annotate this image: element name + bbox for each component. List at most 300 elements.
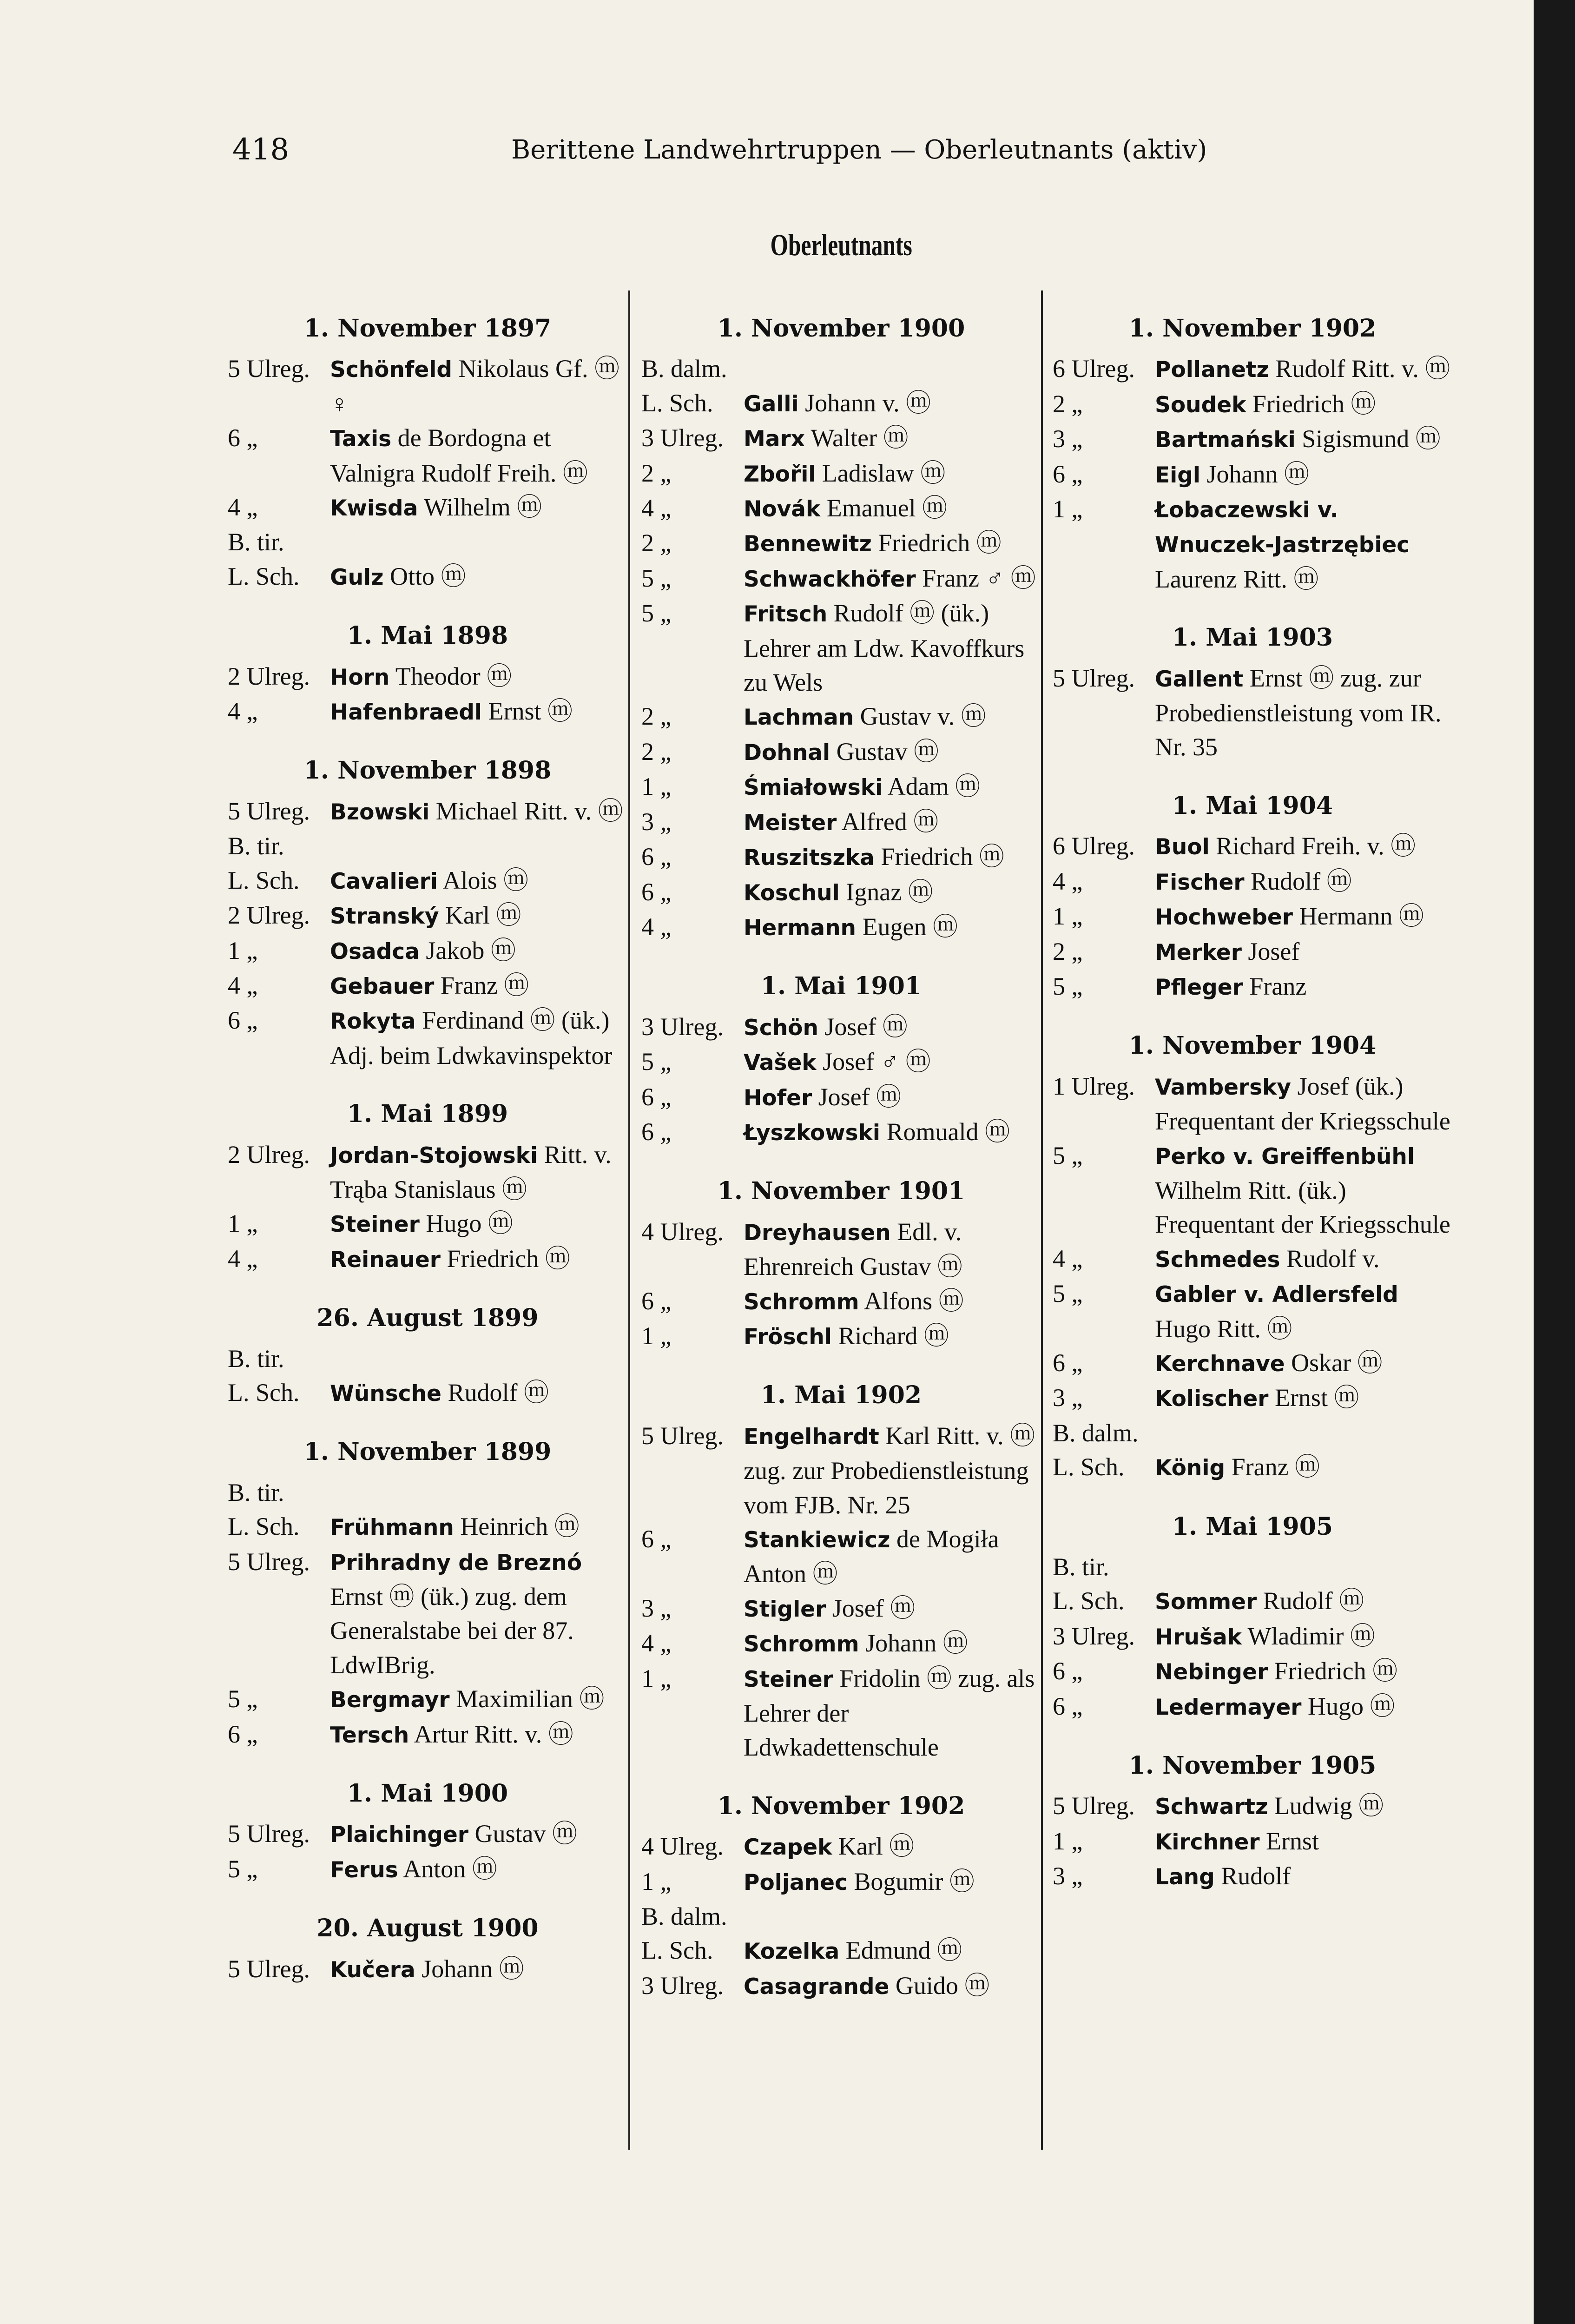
unit-label: L. Sch. bbox=[641, 1936, 713, 1965]
officer-entry bbox=[641, 700, 1041, 734]
promotion-date: 1. Mai 1904 bbox=[1172, 791, 1333, 820]
unit-label: 2 „ bbox=[641, 529, 672, 557]
unit-label: B. dalm. bbox=[641, 1902, 727, 1931]
unit-label: 6 „ bbox=[641, 878, 672, 906]
unit-label: 5 Ulreg. bbox=[228, 797, 310, 825]
officer-details: Laurenz Ritt. ⓜ bbox=[1155, 565, 1319, 593]
officer-details: Rudolf ⓜ (ük.) Lehrer am Ldw. Kavoffkurs zu Wels bbox=[744, 599, 1025, 697]
promotion-date: 1. November 1902 bbox=[717, 1791, 965, 1820]
unit-label: 1 „ bbox=[641, 772, 672, 801]
officer-surname: Hochweber bbox=[1155, 905, 1293, 931]
officer-details: de Mogiła Anton ⓜ bbox=[744, 1525, 999, 1588]
officer-surname: Gulz bbox=[330, 564, 384, 590]
officer-surname: Schwartz bbox=[1155, 1794, 1268, 1820]
officer-details: Richard ⓜ bbox=[838, 1321, 949, 1350]
unit-label: 4 Ulreg. bbox=[641, 1832, 724, 1861]
officer-entry bbox=[228, 1376, 627, 1411]
officer-surname: Novák bbox=[744, 496, 821, 522]
officer-entry bbox=[1053, 935, 1452, 970]
officer-surname: Bzowski bbox=[330, 799, 430, 825]
officer-surname: Pollanetz bbox=[1155, 357, 1269, 383]
officer-surname: Schön bbox=[744, 1015, 818, 1041]
unit-label: 1 „ bbox=[1053, 1827, 1083, 1855]
unit-label: 6 „ bbox=[641, 1287, 672, 1315]
unit-label: 4 Ulreg. bbox=[641, 1217, 724, 1246]
officer-details: Hugo ⓜ bbox=[426, 1209, 513, 1238]
officer-entry bbox=[641, 1662, 1041, 1765]
unit-label: 2 Ulreg. bbox=[228, 662, 310, 690]
officer-entry bbox=[1053, 1242, 1452, 1277]
officer-entry bbox=[641, 735, 1041, 770]
officer-surname: Tersch bbox=[330, 1722, 409, 1748]
officer-details: Josef ♂ ⓜ bbox=[823, 1048, 931, 1076]
officer-details: Adam ⓜ bbox=[887, 772, 981, 801]
officer-surname: Merker bbox=[1155, 939, 1242, 965]
officer-entry bbox=[1053, 661, 1452, 765]
officer-surname: Hofer bbox=[744, 1085, 812, 1111]
officer-entry bbox=[1053, 352, 1452, 387]
officer-surname: Lang bbox=[1155, 1864, 1215, 1890]
section-title: Oberleutnants bbox=[770, 228, 912, 262]
officer-surname: Łobaczewski v. Wnuczek-Jastrzębiec bbox=[1155, 497, 1410, 558]
unit-label: 5 Ulreg. bbox=[641, 1421, 724, 1450]
officer-entry bbox=[228, 1004, 627, 1073]
officer-details: Michael Ritt. v. ⓜ bbox=[435, 797, 623, 825]
promotion-group bbox=[641, 1174, 1041, 1354]
officer-details: Friedrich ⓜ bbox=[878, 529, 1002, 557]
unit-label: 2 „ bbox=[641, 459, 672, 487]
officer-entry bbox=[641, 770, 1041, 805]
unit-label: 5 „ bbox=[641, 599, 672, 627]
unit-label: 6 Ulreg. bbox=[1053, 355, 1135, 383]
officer-surname: Stranský bbox=[330, 904, 439, 930]
column-2 bbox=[641, 311, 1041, 2004]
officer-details: Franz bbox=[1249, 972, 1307, 1000]
column-3 bbox=[1053, 311, 1452, 1895]
officer-entry bbox=[228, 421, 627, 490]
officer-details: Theodor ⓜ bbox=[395, 662, 512, 690]
officer-entry bbox=[641, 1626, 1041, 1661]
officer-surname: Dreyhausen bbox=[744, 1220, 891, 1246]
promotion-group bbox=[228, 1776, 627, 1887]
officer-details: Richard Freih. v. ⓜ bbox=[1216, 832, 1416, 860]
officer-entry bbox=[1053, 865, 1452, 899]
officer-surname: Cavalieri bbox=[330, 868, 438, 894]
unit-label: 2 Ulreg. bbox=[228, 901, 310, 930]
officer-surname: Plaichinger bbox=[330, 1822, 468, 1848]
officer-entry bbox=[641, 526, 1041, 561]
officer-entry bbox=[1053, 1859, 1452, 1894]
officer-entry bbox=[641, 1900, 1041, 1934]
unit-label: 4 „ bbox=[641, 494, 672, 522]
officer-surname: Stankiewicz bbox=[744, 1527, 890, 1553]
officer-entry bbox=[228, 1138, 627, 1207]
officer-details: Gustav ⓜ bbox=[836, 737, 939, 766]
officer-surname: Gabler v. Adlersfeld bbox=[1155, 1282, 1398, 1308]
unit-label: 6 Ulreg. bbox=[1053, 832, 1135, 860]
promotion-group bbox=[1053, 1510, 1452, 1724]
officer-surname: Kwisda bbox=[330, 495, 418, 522]
officer-details: Friedrich ⓜ bbox=[447, 1244, 570, 1273]
officer-details: Ferdinand ⓜ (ük.) Adj. beim Ldwkavinspektor bbox=[330, 1006, 613, 1070]
officer-entry bbox=[228, 1242, 627, 1277]
officer-entry bbox=[641, 1319, 1041, 1354]
officer-entry bbox=[228, 1207, 627, 1241]
unit-label: B. tir. bbox=[228, 1478, 284, 1506]
officer-details: Walter ⓜ bbox=[811, 424, 909, 452]
officer-surname: Horn bbox=[330, 664, 390, 690]
officer-details: Ernst ⓜ (ük.) zug. dem Generalstabe bei der 87. LdwIBrig. bbox=[330, 1583, 574, 1679]
officer-surname: Zbořil bbox=[744, 461, 816, 487]
promotion-date: 1. November 1899 bbox=[303, 1438, 552, 1466]
officer-details: Josef ⓜ bbox=[832, 1594, 916, 1622]
officer-entry bbox=[641, 1522, 1041, 1591]
officer-surname: Perko v. Greiffenbühl bbox=[1155, 1143, 1415, 1169]
promotion-group bbox=[641, 1789, 1041, 2004]
officer-surname: Ferus bbox=[330, 1857, 398, 1883]
unit-label: 6 „ bbox=[641, 1525, 672, 1553]
officer-surname: Osadca bbox=[330, 938, 420, 964]
officer-entry bbox=[1053, 1070, 1452, 1139]
officer-details: Franz ⓜ bbox=[440, 971, 529, 999]
promotion-group bbox=[1053, 789, 1452, 1004]
officer-entry bbox=[641, 421, 1041, 456]
officer-entry bbox=[641, 596, 1041, 700]
officer-details: Alfons ⓜ bbox=[864, 1287, 964, 1315]
officer-details: Karl Ritt. v. ⓜ zug. zur Probedienstleistung vom FJB. Nr. 25 bbox=[744, 1421, 1035, 1519]
unit-label: 6 „ bbox=[1053, 1657, 1083, 1685]
officer-surname: Kolischer bbox=[1155, 1386, 1269, 1412]
officer-details: Fridolin ⓜ zug. als Lehrer der Ldwkadettenschule bbox=[744, 1664, 1035, 1762]
promotion-group bbox=[228, 1097, 627, 1277]
unit-label: 4 „ bbox=[228, 493, 258, 522]
unit-label: 4 „ bbox=[641, 912, 672, 941]
unit-label: 5 Ulreg. bbox=[228, 1820, 310, 1848]
officer-entry bbox=[641, 1284, 1041, 1319]
promotion-date: 1. November 1898 bbox=[303, 756, 552, 785]
officer-details: Josef ⓜ bbox=[818, 1083, 902, 1111]
column-divider-2 bbox=[1041, 290, 1043, 2150]
promotion-group bbox=[228, 311, 627, 594]
officer-surname: Schromm bbox=[744, 1631, 859, 1657]
unit-label: 6 „ bbox=[228, 424, 258, 452]
promotion-group bbox=[641, 969, 1041, 1150]
unit-label: B. tir. bbox=[228, 832, 284, 860]
officer-entry bbox=[228, 1476, 627, 1510]
officer-surname: Kirchner bbox=[1155, 1829, 1260, 1855]
officer-surname: Koschul bbox=[744, 880, 840, 906]
officer-entry bbox=[1053, 422, 1452, 457]
unit-label: B. dalm. bbox=[1053, 1419, 1139, 1447]
officer-entry bbox=[641, 1969, 1041, 2004]
running-title: Berittene Landwehrtruppen — Oberleutnants (aktiv) bbox=[511, 135, 1207, 165]
unit-label: 3 Ulreg. bbox=[641, 1012, 724, 1041]
officer-surname: Rokyta bbox=[330, 1009, 416, 1035]
officer-surname: Schwackhöfer bbox=[744, 566, 916, 592]
unit-label: B. dalm. bbox=[641, 355, 727, 383]
officer-surname: Ledermayer bbox=[1155, 1694, 1302, 1720]
unit-label: 6 „ bbox=[641, 1117, 672, 1146]
officer-entry bbox=[641, 1045, 1041, 1080]
officer-details: Friedrich ⓜ bbox=[1252, 390, 1376, 418]
unit-label: L. Sch. bbox=[228, 866, 300, 894]
promotion-group bbox=[1053, 311, 1452, 596]
promotion-group bbox=[228, 619, 627, 729]
officer-surname: König bbox=[1155, 1455, 1226, 1481]
officer-details: Sigismund ⓜ bbox=[1302, 425, 1441, 453]
promotion-date: 1. Mai 1902 bbox=[760, 1381, 922, 1410]
officer-surname: Lachman bbox=[744, 705, 854, 731]
unit-label: 5 „ bbox=[228, 1685, 258, 1713]
officer-surname: Fritsch bbox=[744, 601, 828, 627]
officer-entry bbox=[1053, 899, 1452, 934]
officer-surname: Schmedes bbox=[1155, 1247, 1280, 1273]
unit-label: 5 „ bbox=[641, 1048, 672, 1076]
unit-label: 1 „ bbox=[1053, 902, 1083, 931]
officer-entry bbox=[1053, 1824, 1452, 1859]
officer-surname: Jordan-Stojowski bbox=[330, 1142, 538, 1169]
officer-entry bbox=[641, 1829, 1041, 1864]
officer-details: Artur Ritt. v. ⓜ bbox=[414, 1720, 573, 1748]
unit-label: 6 „ bbox=[641, 1083, 672, 1111]
unit-label: 6 „ bbox=[641, 843, 672, 871]
officer-details: Johann ⓜ bbox=[865, 1629, 968, 1657]
officer-surname: Bergmayr bbox=[330, 1687, 450, 1713]
officer-details: Romuald ⓜ bbox=[886, 1117, 1010, 1146]
promotion-group bbox=[641, 1378, 1041, 1764]
officer-entry bbox=[228, 490, 627, 525]
officer-surname: Dohnal bbox=[744, 739, 830, 766]
officer-surname: Śmiałowski bbox=[744, 775, 883, 801]
officer-entry bbox=[1053, 1789, 1452, 1824]
officer-entry bbox=[1053, 1690, 1452, 1724]
officer-entry bbox=[1053, 1584, 1452, 1619]
officer-entry bbox=[1053, 1450, 1452, 1485]
officer-details: Jakob ⓜ bbox=[426, 936, 516, 964]
officer-details: Rudolf Ritt. v. ⓜ bbox=[1275, 355, 1450, 383]
promotion-date: 1. Mai 1900 bbox=[347, 1779, 508, 1808]
unit-label: L. Sch. bbox=[1053, 1453, 1125, 1481]
officer-entry bbox=[228, 694, 627, 729]
officer-entry bbox=[228, 829, 627, 863]
unit-label: 3 „ bbox=[1053, 1862, 1083, 1890]
officer-entry bbox=[228, 1952, 627, 1987]
unit-label: 4 „ bbox=[228, 697, 258, 726]
officer-details: Maximilian ⓜ bbox=[456, 1685, 605, 1713]
officer-surname: Ruszitszka bbox=[744, 845, 875, 871]
unit-label: 4 „ bbox=[228, 971, 258, 999]
officer-details: Bogumir ⓜ bbox=[854, 1867, 975, 1895]
officer-details: Anton ⓜ bbox=[403, 1855, 497, 1883]
officer-surname: Bennewitz bbox=[744, 531, 872, 557]
unit-label: 2 „ bbox=[1053, 937, 1083, 965]
officer-details: Johann v. ⓜ bbox=[805, 389, 931, 417]
promotion-date: 1. November 1901 bbox=[717, 1177, 965, 1206]
unit-label: 4 „ bbox=[641, 1629, 672, 1657]
officer-details: Friedrich ⓜ bbox=[1274, 1657, 1398, 1685]
unit-label: B. tir. bbox=[1053, 1553, 1109, 1581]
promotion-group bbox=[228, 1911, 627, 1987]
officer-entry bbox=[1053, 970, 1452, 1004]
officer-entry bbox=[228, 969, 627, 1004]
officer-entry bbox=[1053, 492, 1452, 596]
officer-details: Hugo Ritt. ⓜ bbox=[1155, 1314, 1292, 1343]
officer-surname: Gallent bbox=[1155, 666, 1244, 692]
officer-entry bbox=[228, 352, 627, 421]
officer-details: Ladislaw ⓜ bbox=[822, 459, 946, 487]
officer-details: Johann ⓜ bbox=[1206, 460, 1309, 488]
officer-details: Gustav v. ⓜ bbox=[860, 702, 986, 731]
officer-surname: Kerchnave bbox=[1155, 1351, 1285, 1377]
page-number: 418 bbox=[232, 132, 290, 167]
unit-label: 5 Ulreg. bbox=[1053, 664, 1135, 692]
officer-surname: Meister bbox=[744, 810, 837, 836]
officer-surname: Steiner bbox=[744, 1666, 833, 1692]
officer-entry bbox=[1053, 1139, 1452, 1242]
officer-entry bbox=[1053, 1550, 1452, 1584]
officer-details: Karl ⓜ bbox=[445, 901, 521, 930]
officer-details: Edmund ⓜ bbox=[845, 1936, 962, 1965]
unit-label: 5 „ bbox=[641, 564, 672, 592]
officer-details: Ernst ⓜ bbox=[1274, 1384, 1359, 1412]
unit-label: 1 „ bbox=[228, 1209, 258, 1238]
officer-details: Franz ♂ ⓜ bbox=[922, 564, 1036, 592]
officer-details: Otto ⓜ bbox=[390, 562, 466, 590]
unit-label: 6 „ bbox=[228, 1006, 258, 1035]
officer-details: Rudolf ⓜ bbox=[448, 1378, 549, 1406]
officer-surname: Schromm bbox=[744, 1289, 859, 1315]
officer-details: Rudolf v. bbox=[1286, 1244, 1380, 1273]
officer-details: Oskar ⓜ bbox=[1291, 1348, 1383, 1377]
officer-details: Ignaz ⓜ bbox=[846, 878, 933, 906]
unit-label: 1 „ bbox=[228, 936, 258, 964]
unit-label: 5 „ bbox=[228, 1855, 258, 1883]
unit-label: 4 „ bbox=[1053, 1244, 1083, 1273]
officer-details: Wilhelm Ritt. (ük.) Frequentant der Kriegsschule bbox=[1155, 1176, 1450, 1239]
officer-surname: Eigl bbox=[1155, 462, 1200, 488]
unit-label: 3 „ bbox=[1053, 1384, 1083, 1412]
promotion-date: 1. November 1897 bbox=[303, 314, 552, 343]
promotion-date: 1. Mai 1899 bbox=[347, 1100, 508, 1129]
officer-entry bbox=[1053, 387, 1452, 422]
officer-details: Josef (ük.) Frequentant der Kriegsschule bbox=[1155, 1072, 1450, 1136]
unit-label: 1 Ulreg. bbox=[1053, 1072, 1135, 1100]
officer-surname: Prihradny de Breznó bbox=[330, 1550, 582, 1576]
officer-surname: Frühmann bbox=[330, 1515, 454, 1541]
promotion-group bbox=[641, 311, 1041, 945]
officer-entry bbox=[228, 1545, 627, 1683]
officer-surname: Casagrande bbox=[744, 1974, 890, 2000]
officer-surname: Pfleger bbox=[1155, 974, 1243, 1000]
officer-entry bbox=[228, 525, 627, 559]
officer-entry bbox=[641, 1591, 1041, 1626]
officer-entry bbox=[641, 561, 1041, 596]
officer-details: Rudolf ⓜ bbox=[1263, 1587, 1364, 1615]
unit-label: 6 „ bbox=[1053, 1692, 1083, 1720]
officer-surname: Fröschl bbox=[744, 1324, 832, 1350]
unit-label: 2 Ulreg. bbox=[228, 1140, 310, 1169]
officer-entry bbox=[641, 1010, 1041, 1045]
officer-surname: Taxis bbox=[330, 426, 392, 452]
officer-entry bbox=[641, 1215, 1041, 1284]
officer-surname: Reinauer bbox=[330, 1247, 441, 1273]
officer-surname: Schönfeld bbox=[330, 357, 452, 383]
officer-entry bbox=[1053, 829, 1452, 864]
officer-surname: Fischer bbox=[1155, 869, 1245, 895]
officer-entry bbox=[641, 456, 1041, 491]
promotion-date: 1. November 1905 bbox=[1128, 1751, 1377, 1780]
officer-surname: Buol bbox=[1155, 834, 1210, 860]
unit-label: L. Sch. bbox=[228, 562, 300, 590]
unit-label: L. Sch. bbox=[228, 1512, 300, 1541]
unit-label: 3 Ulreg. bbox=[1053, 1622, 1135, 1650]
officer-details: Friedrich ⓜ bbox=[881, 843, 1004, 871]
officer-details: Gustav ⓜ bbox=[474, 1820, 577, 1848]
officer-entry bbox=[641, 1419, 1041, 1522]
officer-surname: Hafenbraedl bbox=[330, 700, 482, 726]
officer-surname: Vašek bbox=[744, 1050, 817, 1076]
officer-entry bbox=[228, 794, 627, 829]
promotion-date: 1. Mai 1905 bbox=[1172, 1512, 1333, 1541]
officer-details: Josef bbox=[1248, 937, 1300, 965]
officer-entry bbox=[641, 1934, 1041, 1968]
officer-details: Wladimir ⓜ bbox=[1247, 1622, 1375, 1650]
promotion-group bbox=[228, 753, 627, 1073]
unit-label: 1 „ bbox=[641, 1867, 672, 1895]
promotion-group bbox=[1053, 621, 1452, 765]
unit-label: 1 „ bbox=[641, 1664, 672, 1692]
officer-entry bbox=[228, 1817, 627, 1852]
unit-label: 2 „ bbox=[641, 702, 672, 731]
officer-surname: Galli bbox=[744, 391, 799, 417]
officer-details: Ernst bbox=[1266, 1827, 1319, 1855]
officer-surname: Soudek bbox=[1155, 392, 1246, 418]
officer-details: Rudolf ⓜ bbox=[1251, 867, 1352, 895]
officer-surname: Steiner bbox=[330, 1212, 420, 1238]
promotion-group bbox=[1053, 1749, 1452, 1895]
officer-details: Johann ⓜ bbox=[422, 1954, 524, 1983]
unit-label: 3 Ulreg. bbox=[641, 424, 724, 452]
unit-label: 1 „ bbox=[641, 1321, 672, 1350]
column-divider-1 bbox=[628, 290, 630, 2150]
unit-label: 5 Ulreg. bbox=[228, 1954, 310, 1983]
officer-surname: Hermann bbox=[744, 915, 856, 941]
promotion-date: 1. November 1900 bbox=[717, 314, 965, 343]
officer-details: Edl. v. Ehrenreich Gustav ⓜ bbox=[744, 1217, 962, 1281]
officer-entry bbox=[641, 910, 1041, 945]
officer-details: Guido ⓜ bbox=[895, 1971, 990, 2000]
promotion-date: 20. August 1900 bbox=[316, 1914, 539, 1943]
officer-surname: Łyszkowski bbox=[744, 1120, 881, 1146]
unit-label: 3 „ bbox=[641, 807, 672, 836]
officer-surname: Kučera bbox=[330, 1957, 415, 1983]
officer-entry bbox=[1053, 1619, 1452, 1654]
officer-details: Nikolaus Gf. ⓜ ♀ bbox=[330, 355, 619, 418]
unit-label: L. Sch. bbox=[641, 389, 713, 417]
officer-surname: Wünsche bbox=[330, 1380, 442, 1406]
unit-label: 1 „ bbox=[1053, 495, 1083, 523]
unit-label: 5 Ulreg. bbox=[228, 1547, 310, 1576]
officer-details: Karl ⓜ bbox=[838, 1832, 915, 1861]
officer-entry bbox=[641, 1080, 1041, 1115]
unit-label: 5 „ bbox=[1053, 972, 1083, 1000]
officer-surname: Bartmański bbox=[1155, 427, 1296, 453]
promotion-date: 1. November 1904 bbox=[1128, 1031, 1377, 1060]
officer-entry bbox=[228, 898, 627, 933]
officer-details: Alois ⓜ bbox=[442, 866, 529, 894]
officer-entry bbox=[1053, 1654, 1452, 1689]
officer-entry bbox=[1053, 1277, 1452, 1346]
